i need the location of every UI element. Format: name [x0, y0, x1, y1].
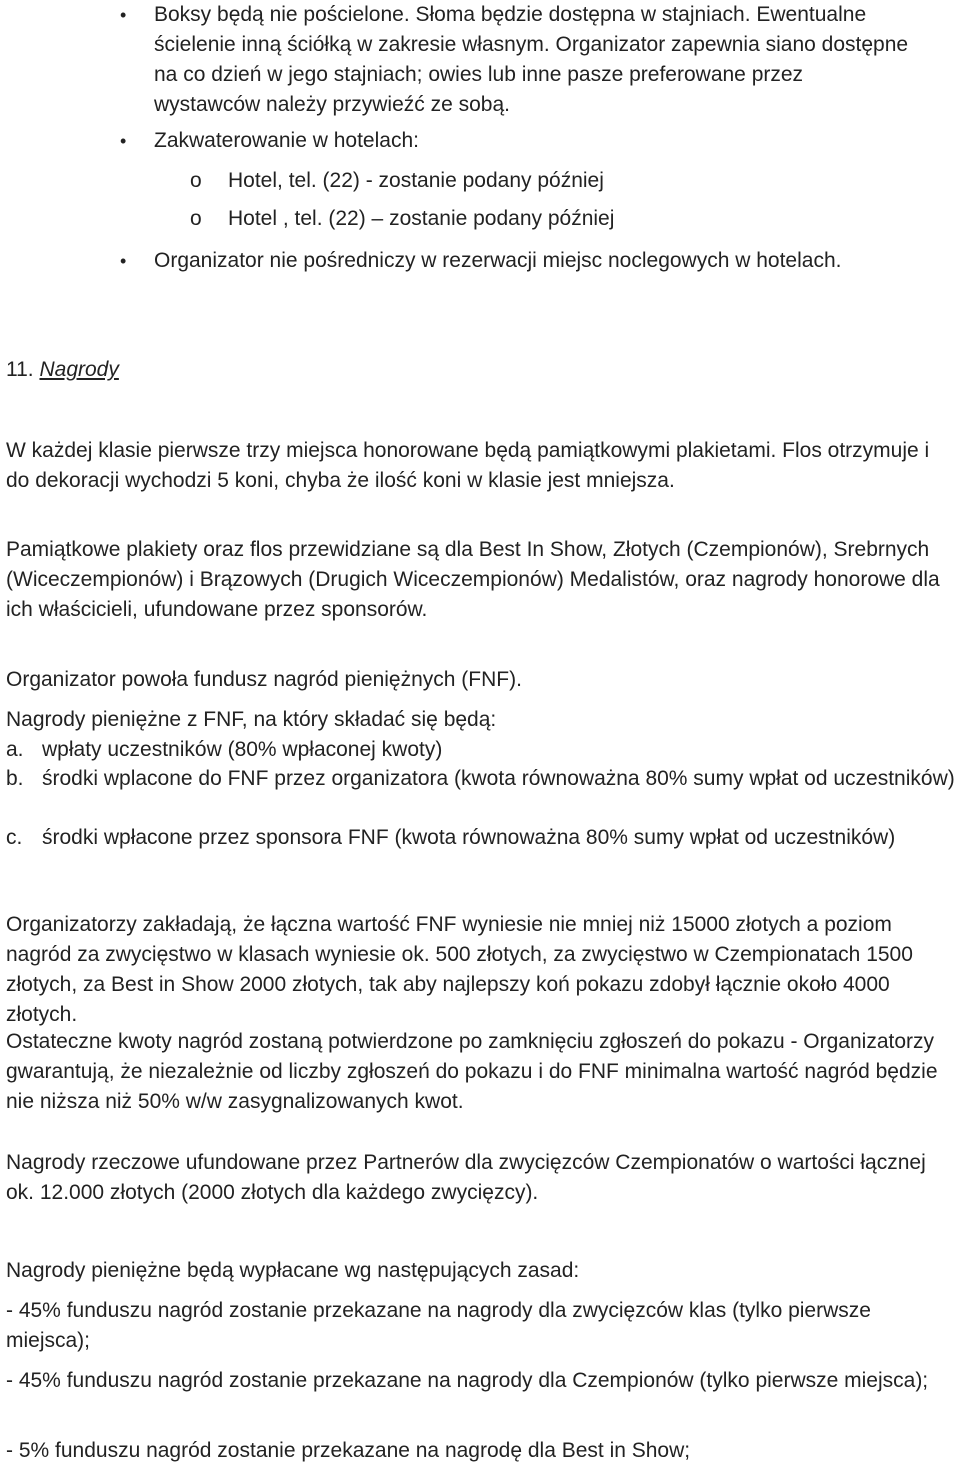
- hotel-item-1: [190, 166, 890, 196]
- bullet-text: Boksy będą nie pościelone. Słoma będzie dostępna w stajniach. Ewentualne ścielenie inną ściółką w zakresie własnym. Organizator zapewnia siano dostępne na co dzień w jego stajniach; owies lub inne pasze preferowane przez wystawców należy przywieźć ze sobą.: [154, 3, 909, 116]
- list-marker: c.: [6, 826, 23, 849]
- paragraph-material-prizes: Nagrody rzeczowe ufundowane przez Partnerów dla zwycięzców Czempionatów o wartości łącznej ok. 12.000 złotych (2000 złotych dla każdego zwycięzcy).: [6, 1151, 926, 1204]
- paragraph-fnf: Organizator powoła fundusz nagród pieniężnych (FNF).: [6, 668, 522, 691]
- paragraph-payout-rules: Nagrody pieniężne będą wypłacane wg następujących zasad:: [6, 1259, 580, 1282]
- bullet-text: Organizator nie pośredniczy w rezerwacji miejsc noclegowych w hotelach.: [154, 249, 842, 272]
- payout-rule-classes: - 45% funduszu nagród zostanie przekazane na nagrody dla zwycięzców klas (tylko pierwsze miejsca);: [6, 1299, 871, 1352]
- payout-rule-champions: - 45% funduszu nagród zostanie przekazane na nagrody dla Czempionów (tylko pierwsze miejsca);: [6, 1369, 929, 1392]
- paragraph-best-in-show: Pamiątkowe plakiety oraz flos przewidziane są dla Best In Show, Złotych (Czempionów), Srebrnych (Wiceczempionów) i Brązowych (Drugich Wiceczempionów) Medalistów, oraz nagrody honorowe dla ich właścicieli, ufundowane przez sponsorów.: [6, 538, 940, 621]
- list-text: środki wpłacone przez sponsora FNF (kwota równoważna 80% sumy wpłat od uczestników): [42, 826, 896, 849]
- paragraph-prize-levels: Organizatorzy zakładają, że łączna wartość FNF wyniesie nie mniej niż 15000 złotych a poziom nagród za zwycięstwo w klasach wyniesie ok. 500 złotych, za zwycięstwo w Czempionatach 1500 złotych, za Best in Show 2000 złotych, tak aby najlepszy koń pokazu zdobył łącznie około 4000 złotych.: [6, 913, 913, 1026]
- hotel-text: Hotel , tel. (22) – zostanie podany później: [228, 207, 615, 230]
- section-title: Nagrody: [39, 358, 119, 381]
- fnf-source-c: [6, 823, 956, 853]
- section-number: 11.: [6, 358, 34, 381]
- bullet-marker: •: [120, 251, 127, 271]
- list-marker: b.: [6, 767, 24, 790]
- sub-marker: o: [190, 169, 202, 192]
- hotel-text: Hotel, tel. (22) - zostanie podany później: [228, 169, 604, 192]
- list-marker: a.: [6, 738, 24, 761]
- bullet-stables: [120, 0, 910, 120]
- fnf-source-b: [6, 764, 956, 794]
- hotel-item-2: [190, 204, 890, 234]
- list-text: wpłaty uczestników (80% wpłaconej kwoty): [42, 738, 443, 761]
- paragraph-final-amounts: Ostateczne kwoty nagród zostaną potwierdzone po zamknięciu zgłoszeń do pokazu - Organizatorzy gwarantują, że niezależnie od liczby zgłoszeń do pokazu i do FNF minimalna wartość nagród będzie nie niższa niż 50% w/w zasygnalizowanych kwot.: [6, 1030, 938, 1113]
- bullet-marker: •: [120, 5, 127, 25]
- section-heading: [6, 355, 119, 385]
- bullet-marker: •: [120, 131, 127, 151]
- payout-rule-best-in-show: - 5% funduszu nagród zostanie przekazane na nagrodę dla Best in Show;: [6, 1439, 691, 1462]
- bullet-text: Zakwaterowanie w hotelach:: [154, 129, 419, 152]
- paragraph-plaques: W każdej klasie pierwsze trzy miejsca honorowane będą pamiątkowymi plakietami. Flos otrzymuje i do dekoracji wychodzi 5 koni, chyba że ilość koni w klasie jest mniejsza.: [6, 439, 930, 492]
- fnf-source-a: [6, 735, 956, 765]
- paragraph-fnf-sources: Nagrody pieniężne z FNF, na który składać się będą:: [6, 708, 497, 731]
- list-text: środki wplacone do FNF przez organizatora (kwota równoważna 80% sumy wpłat od uczestników): [42, 767, 955, 790]
- bullet-organizer-note: [120, 246, 910, 276]
- sub-marker: o: [190, 207, 202, 230]
- bullet-accommodation: [120, 126, 910, 156]
